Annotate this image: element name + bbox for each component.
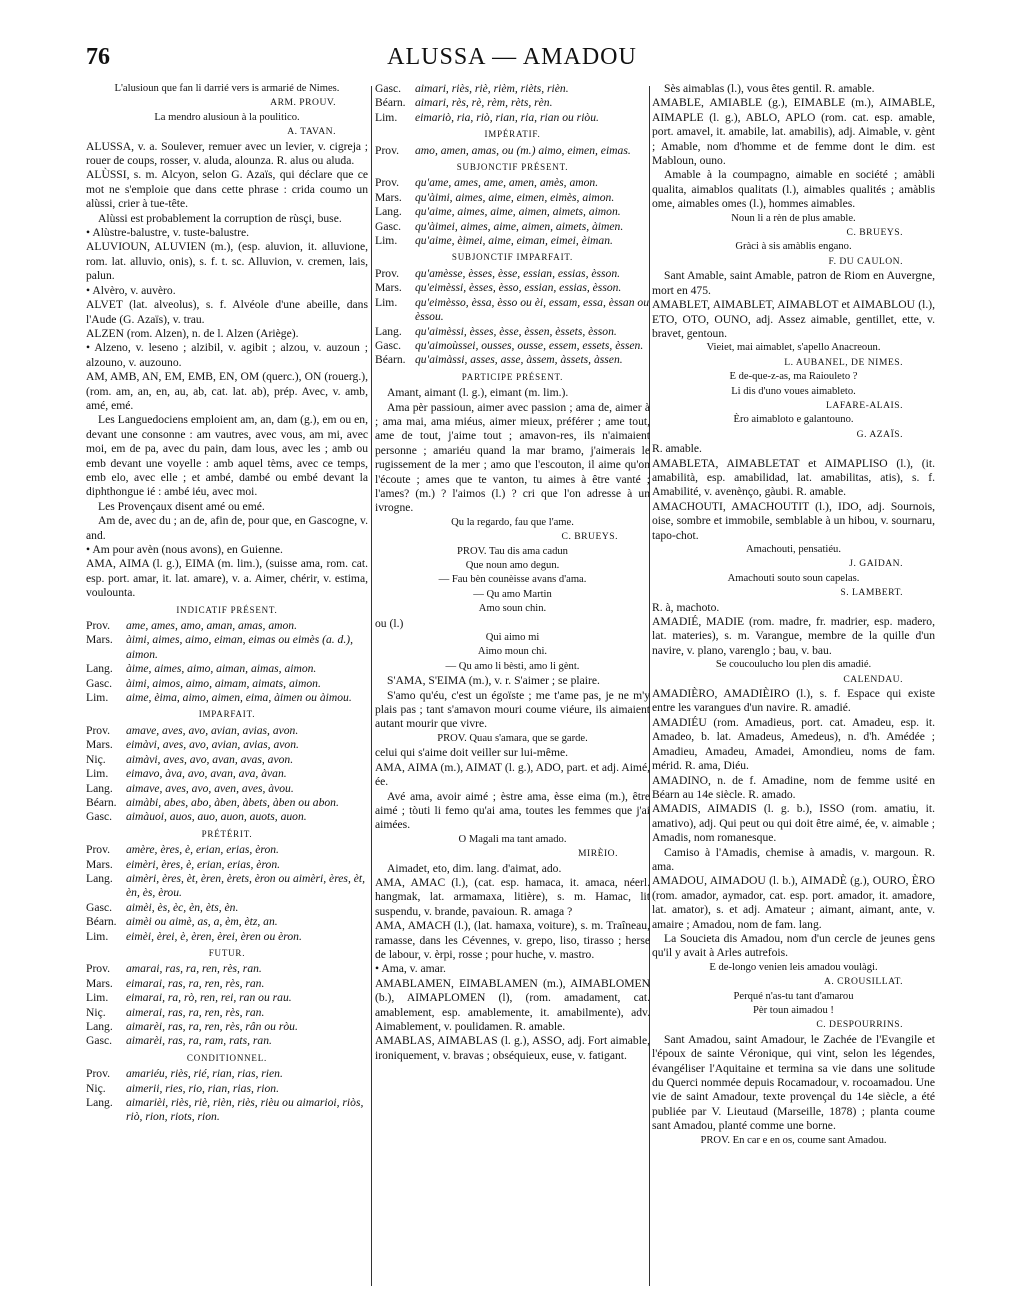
column-right [652,82,935,1148]
dialect-label: Mars. [375,281,402,295]
dialect-label: Prov. [86,843,111,857]
citation-author: C. BRUEYS. [561,531,618,543]
verb-forms: qu'àimei, aimes, aime, aimen, aimets, àimen. [415,219,624,233]
conjugation-table [375,82,650,125]
entry: ALZEN (rom. Alzen), n. de l. Alzen (Ariège). [86,326,299,340]
dialect-label: Lim. [375,110,398,124]
section-heading: SUBJONCTIF PRÉSENT. [456,162,569,173]
dialect-label: Lim. [375,295,398,309]
verb-forms: aimèri, ères, èt, èren, èrets, èron ou aimèri, ères, èt, èn, ès, èrou. [126,871,366,900]
entry-paragraph: Sant Amadou, saint Amadour, le Zachée de l'Evangile et l'époux de sainte Véronique, qui vint, selon les légendes, évangéliser l'Aquitaine et termina sa vie dans une solitude du Querci nommée depuis Rocamadour, v. rocoamadou. Une vie de saint Amadour, texte provençal du 14e siècle, a été publiée par V. Lieutaud (Marseille, 1878) ; planta coume sant Amadou, planté comme une borne. [652,1032,935,1133]
verb-forms: aimàuoi, auos, auo, auon, auots, auon. [126,810,307,824]
verb-forms: aimari, rès, rè, rèm, rèts, rèn. [415,96,553,110]
verb-forms: qu'eimèssi, èsses, èsso, essian, essias, èsson. [415,281,622,295]
verb-forms: eimariò, ria, riò, rian, ria, rian ou riòu. [415,110,599,124]
conjugation-table [86,962,368,1048]
verb-forms: aimàvi, aves, avo, avan, avas, avon. [126,752,294,766]
dialect-label: Béarn. [375,353,406,367]
entry: • Am pour avèn (nous avons), en Guienne. [86,543,283,556]
entry-paragraph: Les Languedociens emploient am, an, dam (g.), em ou en, devant une consonne : am vautres, avec vous, am mi, avec moi, em de pa, avec du pain, dam lous, avec les ; amb ou emb devant une voyelle : amb aquel tèms, avec ce temps, emb elo, avec elle ; et ambé, dambé ou embé devant la diphthongue ié : ambé iéu, avec moi. [86,413,368,499]
citation: — Fau bèn counèisse avans d'ama. [438,574,587,586]
entry-paragraph: Alùssi est probablement la corruption de rùsçi, buse. [98,211,342,225]
conjugation-table [86,1067,368,1125]
section-heading: SUBJONCTIF IMPARFAIT. [451,252,574,263]
verb-forms: aimèi, ès, èc, èn, èts, èn. [126,900,239,914]
citation: Noun li a rèn de plus amable. [731,212,856,224]
citation: Èro aimabloto e galantouno. [733,414,854,426]
dialect-label: Lang. [86,871,113,885]
conjugation-table [86,843,368,944]
entry: AMADIÉU (rom. Amadieus, port. cat. Amadeu, esp. it. Amadeo, b. lat. Amadeus, Amedeus), n. d'h. Amédée ; Amadieu, Amadeu, Amadei, Amondieu, noms de fam. mérid. R. ama, Diéu. [652,715,935,773]
citation: E de-longo venien leis amadou voulàgi. [709,961,878,973]
verb-forms: aimarèi, ras, ra, ren, rès, rân ou ròu. [126,1020,298,1033]
verb-forms: qu'aimàssi, asses, asse, àssem, àssets, àssen. [415,353,623,367]
citation: Li dis d'uno voues aimableto. [731,385,856,397]
verb-forms: aime, èima, aimo, aimen, eima, àimen ou àimou. [126,691,352,705]
verb-forms: aimari, riès, riè, rièm, rièts, rièn. [415,82,569,95]
dialect-label: Lim. [86,929,109,943]
dialect-label: Béarn. [86,915,117,929]
verb-forms: eimàvi, aves, avo, avian, avias, avon. [126,738,299,752]
verb-forms: qu'aime, aimes, aime, aimen, aimets, aimon. [415,205,621,219]
verb-forms: àimi, aimos, aimo, aimam, aimats, aimon. [126,676,321,690]
verb-forms: eimavo, àva, avo, avan, ava, àvan. [126,767,287,781]
dialect-label: Prov. [86,962,111,976]
citation-author: L. AUBANEL, DE NIMES. [784,356,903,368]
citation: Qu la regardo, fau que l'ame. [451,516,574,528]
dialect-label: Lim. [375,234,398,248]
dialect-label: Prov. [375,176,400,190]
entry: • Alvèro, v. auvèro. [86,283,176,297]
verb-forms: aimarièi, riès, riè, rièn, riès, rièu ou aimarioi, riòs, riò, rion, riots, rion. [126,1096,364,1124]
conjugation-table [375,267,650,368]
verb-forms: qu'àimi, aimes, aime, eimen, eimès, aimon. [415,190,615,204]
page-title: ALUSSA — AMADOU [387,44,637,70]
entry: AMABLAMEN, EIMABLAMEN (m.), AIMABLOMEN (b.), AIMAPLOMEN (l), (rom. amadament, cat. amablement, esp. amablemente, it. amabilmente), adv. Aimablement, v. poulidamen. R. amable. [375,976,650,1033]
dialect-label: Lim. [86,691,109,705]
dialect-label: Gasc. [86,810,113,824]
verb-forms: amarai, ras, ra, ren, rès, ran. [126,962,262,976]
entry: AMADIÉ, MADIE (rom. madre, fr. madrier, esp. madero, lat. materies), s. m. Varangue, membre de la quille d'un navire, v. plano, varenglo ; bau, v. bau. [652,615,935,657]
entry: • Alzeno, v. leseno ; alzibil, v. agibit ; alzou, v. auzoun ; alzouno, v. auzouno. [86,341,368,369]
entry: • Alùstre-balustre, v. tuste-balustre. [86,226,250,240]
dialect-label: Prov. [86,619,111,633]
dialect-label: Lang. [86,1096,113,1110]
entry: AM, AMB, AN, EM, EMB, EN, OM (querc.), ON (rouerg.), (rom. am, an, en, au, ab, cat. lat. ab), prép. Avec, v. amb, amé, emé. [86,370,368,412]
dialect-label: Gasc. [86,1034,113,1048]
citation: Vieiet, mai aimablet, s'apello Anacreoun. [706,342,881,354]
conjugation-table [375,176,650,248]
verb-forms: qu'ame, ames, ame, amen, amès, amon. [415,176,599,190]
dialect-label: Prov. [375,143,400,157]
citation-author: A. TAVAN. [287,126,336,138]
entry: R. amable. [652,442,702,456]
citation: Amo soun chin. [478,603,547,615]
section-heading: INDICATIF PRÉSENT. [176,604,278,615]
verb-forms: eimarai, ras, ra, ren, rès, ran. [126,976,265,990]
section-heading: PRÉTÉRIT. [201,828,253,839]
citation: PROV. Quau s'amara, que se garde. [437,732,588,744]
citation: PROV. Tau dis ama cadun [457,545,568,557]
column-middle [375,82,650,1063]
dialect-label: Mars. [86,738,113,752]
verb-forms: aimave, aves, avo, aven, aves, àvou. [126,781,294,795]
citation-author: C. BRUEYS. [846,227,903,239]
dialect-label: Gasc. [375,219,402,233]
entry-paragraph: Amant, aimant (l. g.), eimant (m. lim.). [387,386,569,400]
verb-forms: eimèi, èrei, è, èren, èrei, èren ou èron. [126,929,302,943]
citation-author: LAFARE-ALAIS. [826,399,903,411]
conjugation-table [375,144,650,158]
entry-paragraph: Les Provençaux disent amé ou emé. [98,499,265,513]
dialect-label: Mars. [86,976,113,990]
verb-forms: qu'eimèsso, èssa, èsso ou èi, essam, essa, èssan ou èssou. [415,295,650,324]
dialect-label: Prov. [86,723,111,737]
citation-author: ARM. PROUV. [270,97,336,109]
verb-forms: eimèri, ères, è, erian, erias, èron. [126,857,281,871]
verb-forms: aimarèi, ras, ra, ram, rats, ran. [126,1034,272,1048]
citation: Aimo moun chi. [477,646,548,658]
dialect-label: Niç. [86,1005,106,1019]
dialect-label: Gasc. [375,338,402,352]
entry-paragraph: La Soucieta dis Amadou, nom d'un cercle de jeunes gens qu'il y avait à Arles autrefois. [652,931,935,960]
page-number: 76 [86,44,110,70]
citation: Amachouti souto soun capelas. [727,572,860,584]
citation: Amachouti, pensatiéu. [745,544,842,555]
citation: Gràci à sis amàblis engano. [735,241,852,253]
entry-paragraph: Sant Amable, saint Amable, patron de Riom en Auvergne, mort en 475. [652,269,935,297]
entry: AMA, AIMA (m.), AIMAT (l. g.), ADO, part. et adj. Aimé, ée. [375,760,650,789]
verb-forms: eimarai, ra, rò, ren, rei, ran ou rau. [126,991,292,1005]
dialect-label: Lim. [86,767,109,781]
entry-paragraph: Avé ama, avoir aimé ; èstre ama, èsse eima (m.), être aimé ; tòuti li femo qu'ai ama, toutes les femmes que j'ai aimées. [375,789,650,832]
section-heading: PARTICIPE PRÉSENT. [461,371,564,382]
entry: AMADOU, AIMADOU (l. b.), AIMADÈ (g.), OURO, ÈRO (rom. amador, aymador, cat. esp. port. amador, it. amadore, lat. amator), s. et adj. Amateur ; aimant, aimant, ante, v. amaire ; Amadou, nom de fam. lang. [652,874,935,931]
entry: AMA, AMAC (l.), (cat. esp. hamaca, it. amaca, néerl. hangmak, lat. armamaxa, litière), s. m. Hamac, lit suspendu, v. brande, pavaioun. R. amaga ? [375,875,650,918]
dialect-label: Prov. [86,1067,111,1081]
section-heading: IMPARFAIT. [198,709,256,720]
citation-author: MIRÈIO. [577,848,618,860]
dialect-label: Lang. [375,205,402,219]
verb-forms: amariéu, riès, rié, rian, rias, rien. [126,1067,283,1081]
dialect-label: Lim. [86,991,109,1005]
section-heading: CONDITIONNEL. [186,1052,268,1063]
dialect-label: Lang. [86,1020,113,1033]
entry: AMABLETA, AIMABLETAT et AIMAPLISO (l.), (it. amabilità, esp. amabilidad, lat. amabilitas, atis), s. f. Amabilité, v. avenènço, gàubi. R. amable. [652,456,935,499]
citation: PROV. En car e en os, coume sant Amadou. [700,1134,887,1146]
verb-forms: ame, ames, amo, aman, amas, amon. [126,619,297,633]
citation-author: F. DU CAULON. [828,255,903,267]
dialect-label: Gasc. [86,676,113,690]
entry: • Ama, v. amar. [375,962,446,976]
citation: Perqué n'as-tu tant d'amarou [733,990,854,1002]
entry-paragraph: S'AMA, S'EIMA (m.), v. r. S'aimer ; se plaire. [387,674,600,688]
entry: AMADIÈRO, AMADIÈIRO (l.), s. f. Espace qui existe entre les varangues d'un navire. R. amadié. [652,687,935,715]
dialect-label: Lang. [86,781,113,795]
dialect-label: Lang. [86,662,113,676]
section-heading: FUTUR. [208,947,246,958]
entry-paragraph: Aimadet, eto, dim. lang. d'aimat, ado. [387,861,562,875]
verb-forms: qu'aimoùssei, ousses, ousse, essem, essets, èssen. [415,338,644,352]
verb-forms: aimàbi, abes, abo, àben, àbets, àben ou abon. [126,795,339,809]
citation-author: S. LAMBERT. [840,587,903,599]
verb-forms: amère, ères, è, erian, erias, èron. [126,843,279,857]
entry-paragraph: Amable à la coumpagno, aimable en société ; amàbli qualita, aimablos qualitats (l.), aimables qualités ; amàblis ome, aimables omes (l.), hommes aimables. [652,168,935,211]
entry: R. à, machoto. [652,600,720,614]
section-heading: IMPÉRATIF. [484,129,541,140]
entry-paragraph: Camiso à l'Amadis, chemise à amadis, v. margoun. R. ama. [652,845,935,873]
citation-author: J. GAIDAN. [849,558,903,570]
entry: celui qui s'aime doit veiller sur lui-même. [375,746,569,760]
entry: ALÙSSI, s. m. Alcyon, selon G. Azaïs, qui déclare que ce mot ne s'emploie que dans cette phrase : crida coumo un alùssi, crier à tue-tête. [86,168,368,211]
verb-forms: aimerai, ras, ra, ren, rès, ran. [126,1005,265,1019]
dialect-label: Lang. [375,324,402,338]
verb-forms: aimerii, ries, rio, rian, rias, rion. [126,1081,279,1095]
verb-forms: amave, aves, avo, avian, avias, avon. [126,723,299,737]
citation: — Qu amo Martin [473,588,552,600]
entry: AMA, AIMA (l. g.), EIMA (m. lim.), (suisse ama, rom. cat. esp. port. amar, it. lat. amare), v. a. Aimer, chérir, v. estima, voulounta. [86,557,368,600]
citation: L'alusioun que fan li darrié vers is armarié de Nimes. [114,83,340,94]
dialect-label: Prov. [375,266,400,280]
entry-paragraph: Sès aimablas (l.), vous êtes gentil. R. amable. [664,82,875,95]
verb-forms: qu'aime, èimei, aime, eiman, eimei, èiman. [415,234,613,248]
entry: AMADINO, n. de f. Amadine, nom de femme usité en Béarn au 14e siècle. R. amado. [652,773,935,801]
citation: Que noun amo degun. [465,560,560,571]
dialect-label: Niç. [86,1081,106,1095]
citation: Qui aimo mi [485,632,540,644]
entry: ALUSSA, v. a. Soulever, remuer avec un levier, v. cigreja ; rouer de coups, rosser, v. aluda, alounza. R. alus ou aluda. [86,139,368,168]
column-left [86,82,368,1125]
citation: E de-que-z-as, ma Raiouleto ? [729,371,858,383]
citation-author: CALENDAU. [843,673,903,685]
entry: AMA, AMACH (l.), (lat. hamaxa, voiture), s. m. Traîneau, ramasse, dans les Cévennes, v. grepo, liso, tirasso ; herse de labour, v. èrpi, rosse ; pour huche, v. mastro. [375,919,650,961]
entry-paragraph: Am de, avec du ; an de, afin de, pour que, en Gascogne, v. and. [86,514,368,542]
dialect-label: Mars. [375,190,402,204]
entry: ALVET (lat. alveolus), s. f. Alvéole d'une abeille, dans l'Aude (G. Azaïs), v. trau. [86,298,368,326]
verb-forms: qu'amèsse, èsses, èsse, essian, essias, èsson. [415,266,621,280]
verb-forms: àimi, aimes, aimo, eiman, eimas ou eimès (a. d.), aimon. [126,633,354,661]
verb-forms: qu'aimèssi, èsses, èsse, èssen, èssets, èsson. [415,324,617,338]
entry-paragraph: Ama pèr passioun, aimer avec passion ; ama de, aimer à ; ama mai, ama miéus, aimer mieux, préférer ; ame tout, ame de tout, j'aime tout ; amavon-res, ils n'aimaient personne ; amariéu quand la mar bramo, j'aimerais le rugissement de la mer ; amo que l'escouton, il aime qu'on l'écoute ; ames que te vanton, tu aimes à être vanté ; l'ames? (m.) ? l'aimos (l.) ? cri que l'on adresse à un ivrogne. [375,400,650,515]
citation-author: C. DESPOURRINS. [816,1019,903,1031]
column-divider [371,86,372,1286]
citation: — Qu amo li bèsti, amo li gènt. [445,660,580,672]
dialect-label: Mars. [86,633,113,647]
citation-author: A. CROUSILLAT. [823,976,903,988]
entry: ALUVIOUN, ALUVIEN (m.), (esp. aluvion, it. alluvione, rom. lat. alluvio, onis), s. f. t. sc. Alluvion, v. cremen, lais, palun. [86,240,368,283]
conjugation-table [86,724,368,825]
citation: O Magali ma tant amado. [458,833,567,845]
entry: AMABLAS, AIMABLAS (l. g.), ASSO, adj. Fort aimable, ironiquement, v. bravas ; obséquieux, euse, v. fatigant. [375,1034,650,1062]
conjugation-table [86,619,368,705]
citation-author: G. AZAÏS. [856,428,903,440]
dialect-label: Mars. [86,857,113,871]
entry: AMABLE, AMIABLE (g.), EIMABLE (m.), AIMABLE, AIMAPLE (l. g.), ABLO, APLO (rom. cat. esp. amable, port. amavel, it. amabile, lat. amabilis), adj. Aimable, v. gènt ; Amable, nom d'homme et de femme dont le dim. est Mabloun, ouno. [652,96,935,168]
citation: Se coucoulucho lou plen dis amadié. [715,659,872,671]
entry-paragraph: S'amo qu'éu, c'est un égoïste ; me t'ame pas, je ne m'y plais pas ; tant s'amavon mouri coume viéure, ils aimaient autant mourir que vivre. [375,688,650,731]
dialect-label: Béarn. [86,795,117,809]
dialect-label: Niç. [86,752,106,766]
dialect-label: Gasc. [86,900,113,914]
dialect-label: Gasc. [375,82,402,95]
citation: Pèr toun aimadou ! [753,1005,834,1016]
citation: La mendro alusioun à la poulitico. [154,111,300,123]
entry: ou (l.) [375,616,404,630]
entry: AMABLET, AIMABLET, AIMABLOT et AIMABLOU (l.), ETO, OTO, OUNO, adj. Assez aimable, gentillet, ette, v. bravet, gentoun. [652,298,935,340]
entry: AMACHOUTI, AMACHOUTIT (l.), IDO, adj. Sournois, oise, sombre et immobile, semblable à un hibou, v. sournaru, tapo-chot. [652,499,935,542]
verb-forms: amo, amen, amas, ou (m.) aimo, eimen, eimas. [415,143,631,157]
verb-forms: aimèi ou aimè, as, a, èm, ètz, an. [126,915,278,929]
dialect-label: Béarn. [375,96,406,110]
entry: AMADIS, AIMADIS (l. g. b.), ISSO (rom. amatiu, it. amativo), adj. Qui peut ou qui doit être aimé, ée, v. aimable ; Amadis, nom romanesque. [652,802,935,845]
verb-forms: àime, aimes, aimo, aiman, aimas, aimon. [126,662,317,676]
